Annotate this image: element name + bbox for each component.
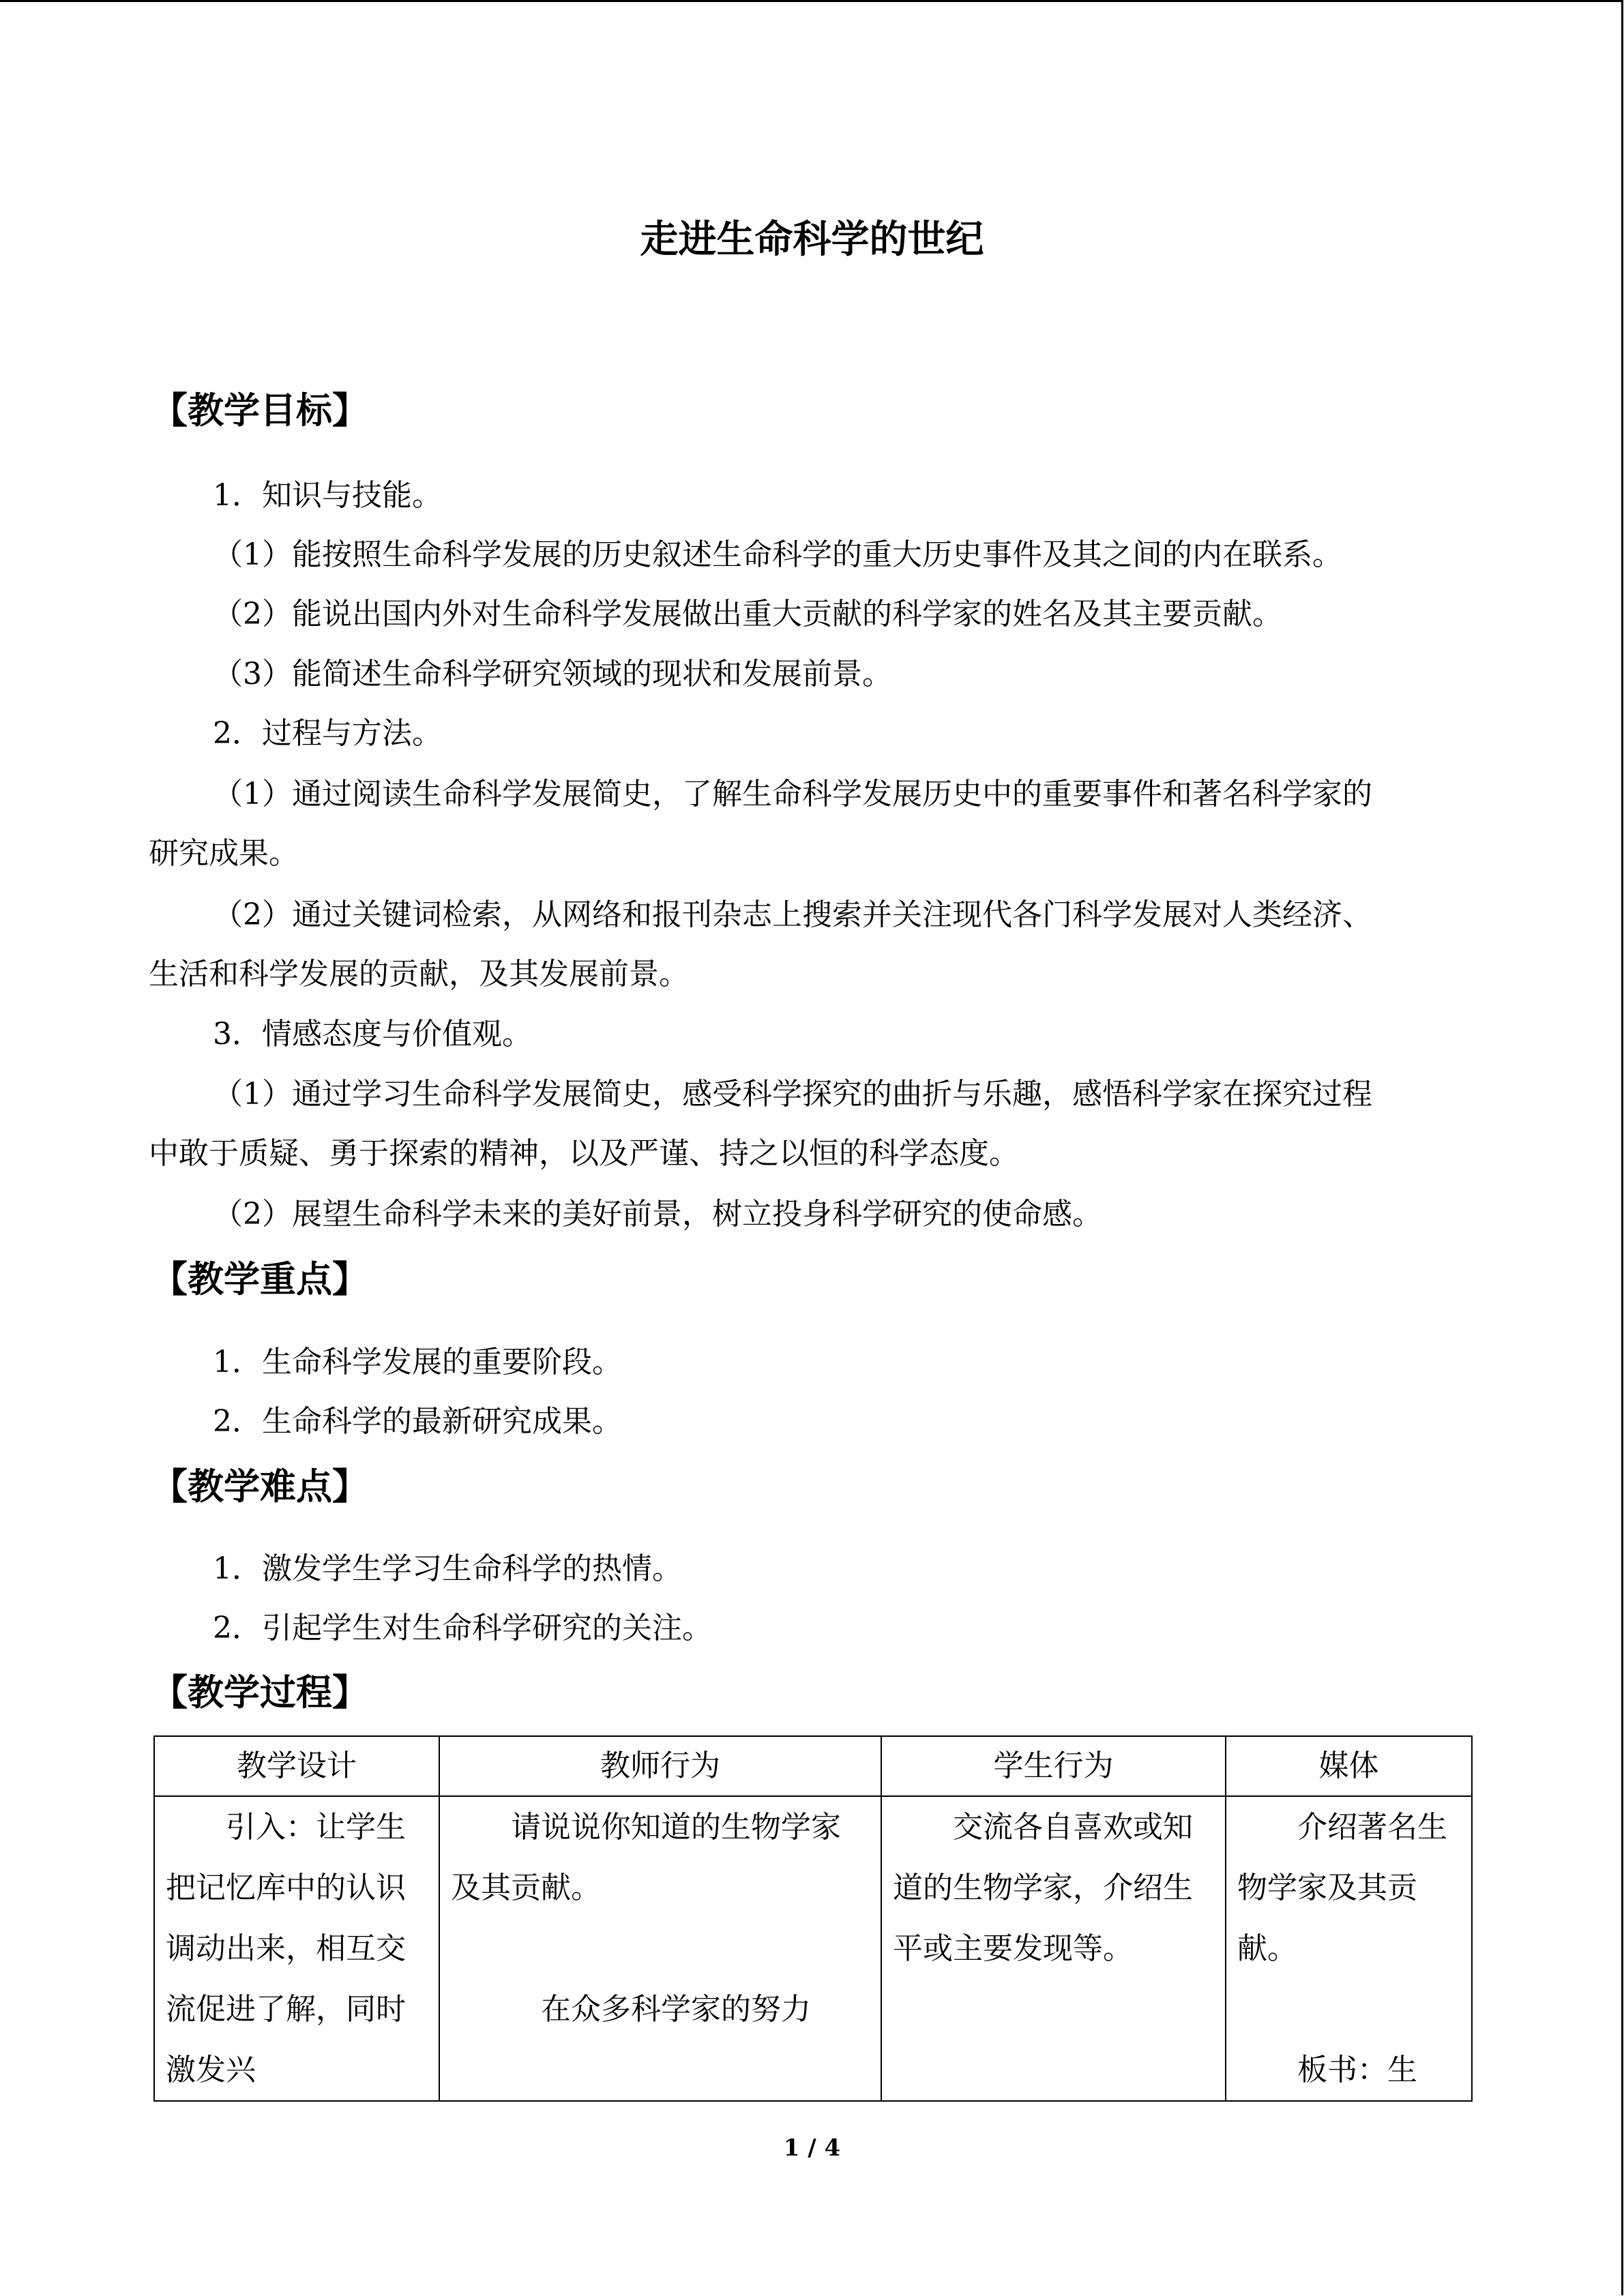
page-number: 1 / 4 xyxy=(783,2134,841,2162)
header-student: 学生行为 xyxy=(881,1736,1226,1796)
objective-line: 3．情感态度与价值观。 xyxy=(213,1017,532,1052)
table-row xyxy=(154,1796,1472,2101)
objective-line: （2）能说出国内外对生命科学发展做出重大贡献的科学家的姓名及其主要贡献。 xyxy=(213,597,1282,631)
difficulty-line: 2．引起学生对生命科学研究的关注。 xyxy=(213,1611,712,1645)
process-table xyxy=(153,1735,1473,2102)
difficulty-line: 1．激发学生学习生命科学的热情。 xyxy=(213,1551,682,1586)
header-teacher: 教师行为 xyxy=(439,1736,881,1796)
objective-line: （1）通过阅读生命科学发展简史，了解生命科学发展历史中的重要事件和著名科学家的 xyxy=(213,777,1372,811)
heading-key-points: 【教学重点】 xyxy=(151,1259,368,1300)
table-header-row xyxy=(154,1736,1472,1796)
objective-line: 生活和科学发展的贡献，及其发展前景。 xyxy=(149,957,689,992)
design-text: 引入：让学生把记忆库中的认识调动出来，相互交流促进了解，同时激发兴 xyxy=(166,1810,406,2087)
teacher-text-2: 在众多科学家的努力 xyxy=(541,1992,811,2027)
student-text: 交流各自喜欢或知道的生物学家，介绍生平或主要发现等。 xyxy=(893,1810,1193,1966)
objective-line: 1．知识与技能。 xyxy=(213,478,442,513)
objective-line: （2）展望生命科学未来的美好前景，树立投身科学研究的使命感。 xyxy=(213,1197,1102,1232)
objective-line: 研究成果。 xyxy=(149,836,299,871)
heading-process: 【教学过程】 xyxy=(151,1672,368,1714)
objective-line: （2）通过关键词检索，从网络和报刊杂志上搜索并关注现代各门科学发展对人类经济、 xyxy=(213,897,1372,932)
media-text-1: 介绍著名生物学家及其贡献。 xyxy=(1237,1810,1447,1966)
objective-line: （3）能简述生命科学研究领域的现状和发展前景。 xyxy=(213,657,892,691)
cell-media xyxy=(1226,1796,1472,2101)
cell-teacher xyxy=(439,1796,881,2101)
objective-line: 中敢于质疑、勇于探索的精神，以及严谨、持之以恒的科学态度。 xyxy=(149,1136,1019,1171)
objective-line: （1）通过学习生命科学发展简史，感受科学探究的曲折与乐趣，感悟科学家在探究过程 xyxy=(213,1077,1372,1112)
page-title: 走进生命科学的世纪 xyxy=(640,218,984,262)
heading-difficulties: 【教学难点】 xyxy=(151,1466,368,1508)
header-design: 教学设计 xyxy=(154,1736,439,1796)
cell-student xyxy=(881,1796,1226,2101)
cell-design xyxy=(154,1796,439,2101)
header-media: 媒体 xyxy=(1226,1736,1472,1796)
media-text-2: 板书：生 xyxy=(1297,2053,1417,2087)
key-point-line: 2．生命科学的最新研究成果。 xyxy=(213,1404,622,1439)
teacher-text-1: 请说说你知道的生物学家及其贡献。 xyxy=(451,1810,841,1905)
key-point-line: 1．生命科学发展的重要阶段。 xyxy=(213,1345,622,1380)
objective-line: （1）能按照生命科学发展的历史叙述生命科学的重大历史事件及其之间的内在联系。 xyxy=(213,537,1342,572)
objective-line: 2．过程与方法。 xyxy=(213,716,442,751)
heading-objectives: 【教学目标】 xyxy=(151,390,368,432)
